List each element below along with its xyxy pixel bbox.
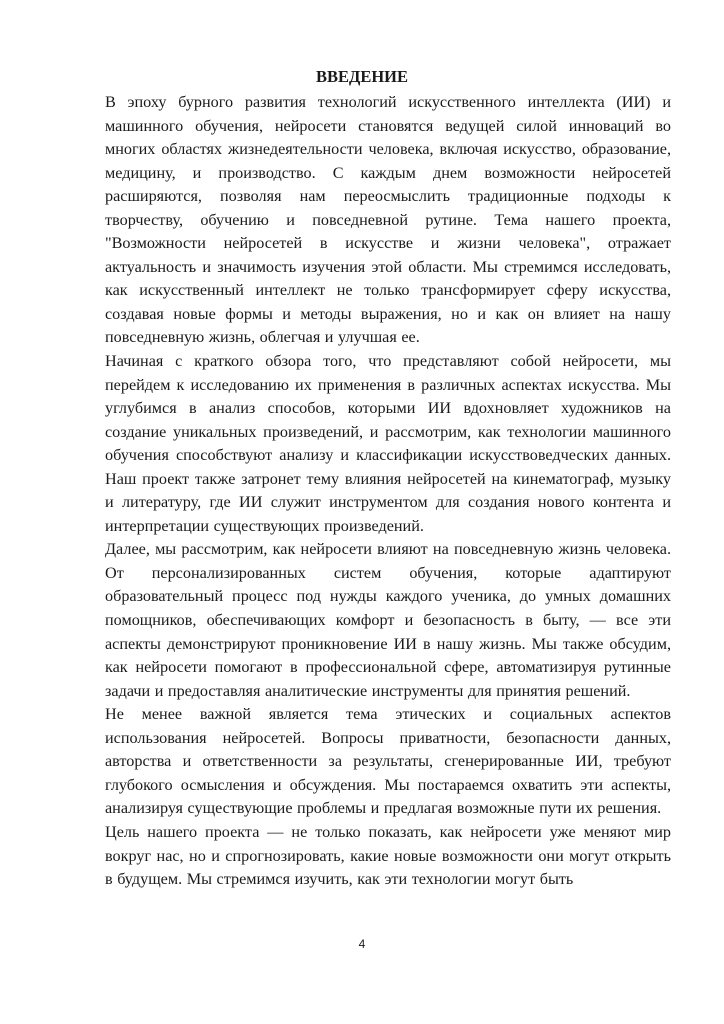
section-title: ВВЕДЕНИЕ [315,67,409,86]
body-text [105,91,671,892]
paragraph-5: Цель нашего проекта — не только показать, как нейросети уже меняют мир вокруг нас, но и спрогнозировать, какие новые возможности они могут открыть в будущем. Мы стремимся изучить, как эти технологии могут быть [105,822,671,889]
paragraph-1: В эпоху бурного развития технологий искусственного интеллекта (ИИ) и машинного обучения, нейросети становятся ведущей силой инноваций во многих областях жизнедеятельности человека, включая искусство, образование, медицину, и производство. С каждым днем возможности нейросетей расширяются, позволяя нам переосмыслить традиционные подходы к творчеству, обучению и повседневной рутине. Тема нашего проекта, "Возможности нейросетей в искусстве и жизни человека", отражает актуальность и значимость изучения этой области. Мы стремимся исследовать, как искусственный интеллект не только трансформирует сферу искусства, создавая новые формы и методы выражения, но и как он влияет на нашу повседневную жизнь, облегчая и улучшая ее. [105,93,671,347]
paragraph-4: Не менее важной является тема этических и социальных аспектов использования нейросетей. Вопросы приватности, безопасности данных, авторства и ответственности за результаты, сгенерированные ИИ, требуют глубокого осмысления и обсуждения. Мы постараемся охватить эти аспекты, анализируя существующие проблемы и предлагая возможные пути их решения. [105,705,671,818]
page-number: 4 [358,937,366,951]
paragraph-2: Начиная с краткого обзора того, что представляют собой нейросети, мы перейдем к исследованию их применения в различных аспектах искусства. Мы углубимся в анализ способов, которыми ИИ вдохновляет художников на создание уникальных произведений, и рассмотрим, как технологии машинного обучения способствуют анализу и классификации искусствоведческих данных. Наш проект также затронет тему влияния нейросетей на кинематограф, музыку и литературу, где ИИ служит инструментом для создания нового контента и интерпретации существующих произведений. [105,352,671,535]
paragraph-3: Далее, мы рассмотрим, как нейросети влияют на повседневную жизнь человека. От персонализированных систем обучения, которые адаптируют образовательный процесс под нужды каждого ученика, до умных домашних помощников, обеспечивающих комфорт и безопасность в быту, — все эти аспекты демонстрируют проникновение ИИ в нашу жизнь. Мы также обсудим, как нейросети помогают в профессиональной сфере, автоматизируя рутинные задачи и предоставляя аналитические инструменты для принятия решений. [105,540,671,700]
